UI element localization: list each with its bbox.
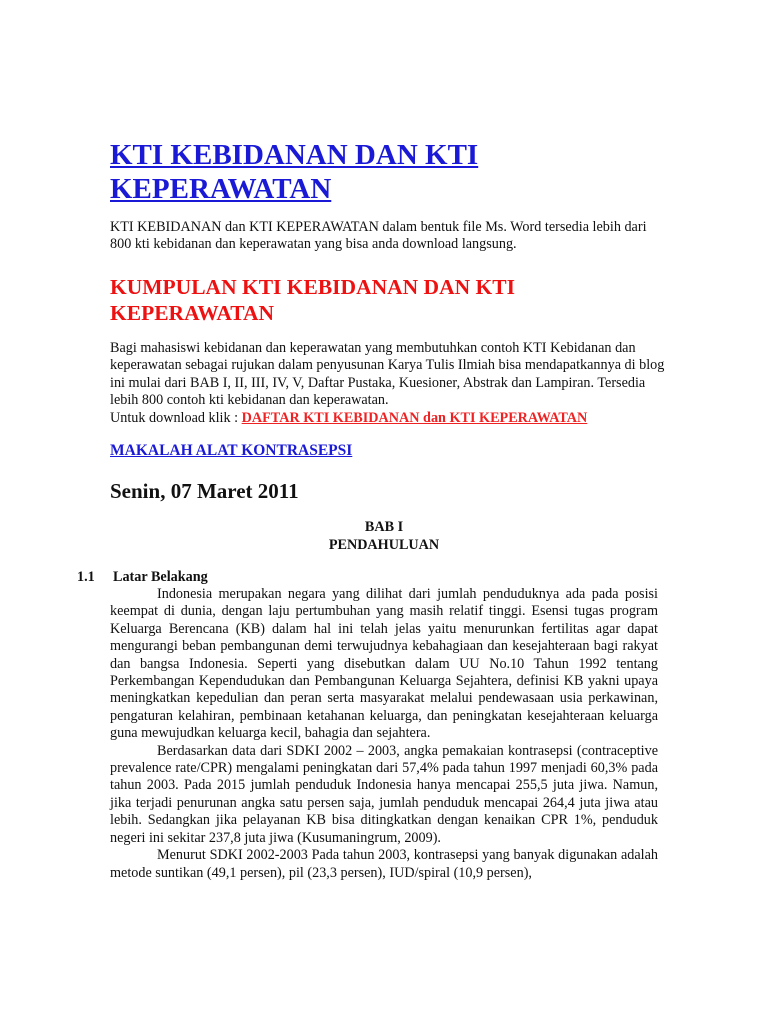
intro-text: KTI KEBIDANAN dan KTI KEPERAWATAN dalam bentuk file Ms. Word tersedia lebih dari 800 kti kebidanan dan keperawatan yang bisa anda download langsung. <box>110 219 647 253</box>
chapter-bab: BAB I <box>364 519 404 535</box>
body-paragraph: Menurut SDKI 2002-2003 Pada tahun 2003, kontrasepsi yang banyak digunakan adalah metode suntikan (49,1 persen), pil (23,3 persen), IUD/spiral (10,9 persen), <box>110 847 658 881</box>
download-list-link[interactable]: DAFTAR KTI KEBIDANAN dan KTI KEPERAWATAN <box>241 409 588 426</box>
kumpulan-text: Bagi mahasiswi kebidanan dan keperawatan yang membutuhkan contoh KTI Kebidanan dan keperawatan sebagai rujukan dalam penyusunan Karya Tulis Ilmiah bisa mendapatkannya di blog ini mulai dari BAB I, II, III, IV, V, Daftar Pustaka, Kuesioner, Abstrak dan Lampiran. Tersedia lebih 800 contoh kti kebidanan dan keperawatan. <box>110 340 665 409</box>
section-title: Latar Belakang <box>113 569 208 585</box>
download-prefix: Untuk download klik : <box>110 409 242 426</box>
page-title-link[interactable]: KTI KEBIDANAN DAN KTI KEPERAWATAN <box>110 139 479 205</box>
post-date: Senin, 07 Maret 2011 <box>110 479 299 503</box>
body-paragraph: Indonesia merupakan negara yang dilihat dari jumlah penduduknya ada pada posisi keempat di dunia, dengan laju pertumbuhan yang masih relatif tinggi. Esensi tugas program Keluarga Berencana (KB) dalam hal ini telah jelas yaitu menurunkan fertilitas agar dapat mengurangi beban pembangunan demi terwujudnya kebahagiaan dan kesejahteraan bagi rakyat dan bangsa Indonesia. Seperti yang disebutkan dalam UU No.10 Tahun 1992 tentang Perkembangan Kependudukan dan Pembangunan Keluarga Sejahtera, definisi KB yakni upaya meningkatkan kepedulian dan peran serta masyarakat melalui pendewasaan usia perkawinan, pengaturan kelahiran, pembinaan ketahanan keluarga, dan peningkatan kesejahteraan keluarga guna mewujudkan keluarga kecil, bahagia dan sejahtera. <box>110 586 658 742</box>
body-text <box>110 586 658 882</box>
kumpulan-heading: KUMPULAN KTI KEBIDANAN DAN KTI KEPERAWATAN <box>110 275 515 325</box>
section-number: 1.1 <box>77 569 95 585</box>
chapter-heading <box>110 518 658 554</box>
body-paragraph: Berdasarkan data dari SDKI 2002 – 2003, angka pemakaian kontrasepsi (contraceptive prevalence rate/CPR) mengalami peningkatan dari 57,4% pada tahun 1997 menjadi 60,3% pada tahun 2003. Pada 2015 jumlah penduduk Indonesia hanya mencapai 255,5 juta jiwa. Namun, jika terjadi penurunan angka satu persen saja, jumlah penduduk mencapai 264,4 juta jiwa atau lebih. Sedangkan jika pelayanan KB bisa ditingkatkan dengan kenaikan CPR 1%, penduduk negeri ini sekitar 237,8 juta jiwa (Kusumaningrum, 2009). <box>110 742 658 846</box>
kumpulan-paragraph <box>110 340 670 427</box>
makalah-link[interactable]: MAKALAH ALAT KONTRASEPSI <box>110 442 353 459</box>
chapter-title: PENDAHULUAN <box>328 537 440 553</box>
